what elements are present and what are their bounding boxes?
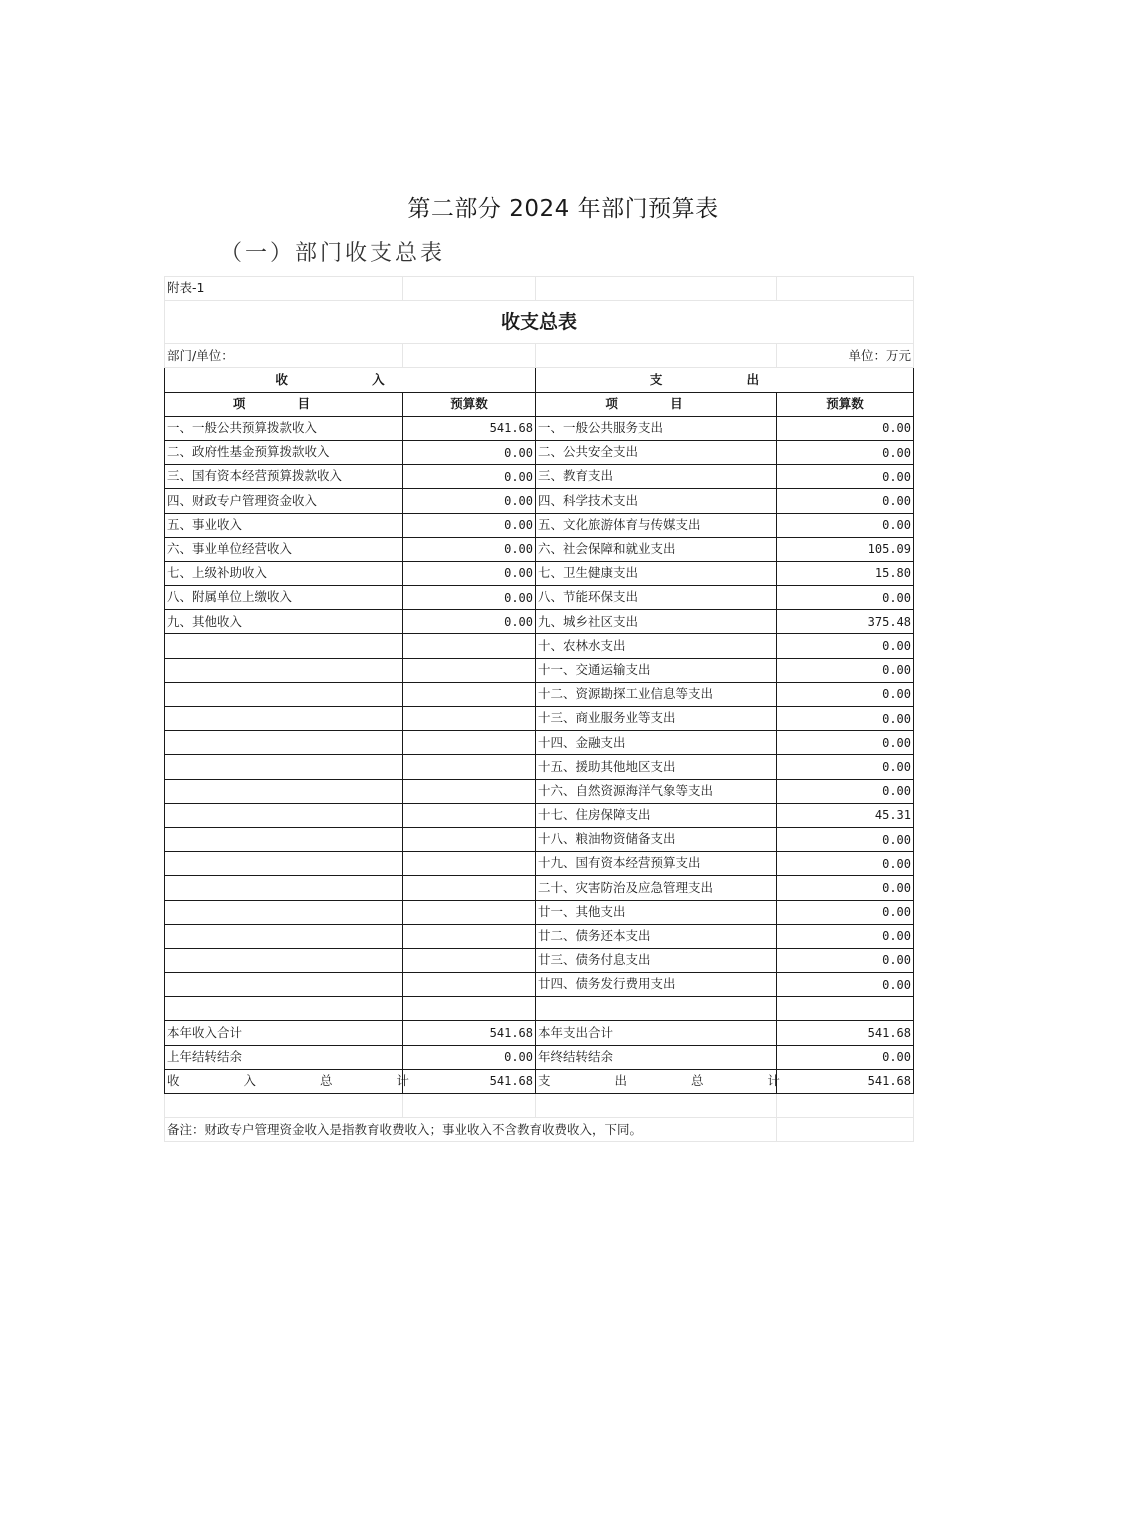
expense-item-label: 十五、援助其他地区支出 <box>536 755 777 779</box>
expense-amount-header: 预算数 <box>777 392 914 416</box>
unit-label: 单位：万元 <box>777 344 914 368</box>
expense-item-header: 项 目 <box>605 395 707 411</box>
income-item-label: 六、事业单位经营收入 <box>165 537 403 561</box>
table-row <box>165 973 914 997</box>
expense-item-value: 0.00 <box>777 852 914 876</box>
table-row <box>165 513 914 537</box>
prev-carry-value: 0.00 <box>403 1045 536 1069</box>
table-row <box>165 465 914 489</box>
expense-total-value: 541.68 <box>777 1069 914 1093</box>
expense-header: 支 出 <box>649 371 800 387</box>
expense-item-value: 0.00 <box>777 973 914 997</box>
table-row <box>165 634 914 658</box>
expense-item-label: 廿一、其他支出 <box>536 900 777 924</box>
expense-item-label: 十七、住房保障支出 <box>536 803 777 827</box>
spacer-row <box>165 997 914 1021</box>
income-item-label: 五、事业收入 <box>165 513 403 537</box>
table-row <box>165 876 914 900</box>
income-item-label: 九、其他收入 <box>165 610 403 634</box>
income-item-value: 0.00 <box>403 537 536 561</box>
income-item-header: 项 目 <box>232 395 335 411</box>
expense-item-label: 八、节能环保支出 <box>536 586 777 610</box>
expense-item-value: 105.09 <box>777 537 914 561</box>
table-row <box>165 779 914 803</box>
column-header-row <box>165 392 914 416</box>
table-row <box>165 440 914 464</box>
table-row <box>165 852 914 876</box>
table-row <box>165 586 914 610</box>
expense-item-value: 0.00 <box>777 900 914 924</box>
budget-summary-table <box>164 276 914 1142</box>
income-header: 收 入 <box>275 371 425 387</box>
prev-carry-label: 上年结转结余 <box>167 1048 243 1064</box>
expense-item-label: 四、科学技术支出 <box>536 489 777 513</box>
table-title: 收支总表 <box>165 301 914 344</box>
totals-row <box>165 1021 914 1045</box>
expense-item-label: 廿三、债务付息支出 <box>536 948 777 972</box>
income-item-label: 四、财政专户管理资金收入 <box>165 489 403 513</box>
table-row <box>165 416 914 440</box>
income-item-value: 0.00 <box>403 610 536 634</box>
expense-item-label: 廿二、债务还本支出 <box>536 924 777 948</box>
expense-item-label: 九、城乡社区支出 <box>536 610 777 634</box>
attachment-row <box>165 277 914 301</box>
table-body <box>165 277 914 1142</box>
note-row <box>165 1118 914 1142</box>
income-item-value: 541.68 <box>403 416 536 440</box>
dept-label: 部门/单位： <box>165 344 403 368</box>
income-item-label: 三、国有资本经营预算拨款收入 <box>165 465 403 489</box>
table-row <box>165 900 914 924</box>
table-row <box>165 610 914 634</box>
expense-total-label: 支 出 总 计 <box>538 1073 810 1089</box>
expense-item-value: 0.00 <box>777 489 914 513</box>
expense-item-value: 375.48 <box>777 610 914 634</box>
table-row <box>165 537 914 561</box>
table-row <box>165 682 914 706</box>
income-total-label: 收 入 总 计 <box>167 1073 439 1089</box>
section-subtitle: （一）部门收支总表 <box>220 241 446 266</box>
expense-item-value: 0.00 <box>777 682 914 706</box>
income-total-value: 541.68 <box>403 1069 536 1093</box>
expense-item-value: 45.31 <box>777 803 914 827</box>
expense-item-value: 0.00 <box>777 924 914 948</box>
empty-row <box>165 1094 914 1118</box>
expense-item-label: 十、农林水支出 <box>536 634 777 658</box>
expense-item-label: 十三、商业服务业等支出 <box>536 707 777 731</box>
expense-item-value: 0.00 <box>777 827 914 851</box>
table-row <box>165 827 914 851</box>
expense-item-label: 十六、自然资源海洋气象等支出 <box>536 779 777 803</box>
footnote: 备注：财政专户管理资金收入是指教育收费收入；事业收入不含教育收费收入，下同。 <box>165 1118 777 1142</box>
table-title-row <box>165 301 914 344</box>
expense-item-value: 0.00 <box>777 707 914 731</box>
expense-item-value: 15.80 <box>777 561 914 585</box>
income-item-value: 0.00 <box>403 440 536 464</box>
expense-item-label: 廿四、债务发行费用支出 <box>536 973 777 997</box>
income-item-value: 0.00 <box>403 561 536 585</box>
expense-item-value: 0.00 <box>777 755 914 779</box>
income-item-value: 0.00 <box>403 489 536 513</box>
group-header-row <box>165 368 914 392</box>
income-item-label: 七、上级补助收入 <box>165 561 403 585</box>
page-title: 第二部分 2024 年部门预算表 <box>407 196 719 222</box>
expense-item-label: 一、一般公共服务支出 <box>536 416 777 440</box>
expense-item-label: 三、教育支出 <box>536 465 777 489</box>
income-item-label: 二、政府性基金预算拨款收入 <box>165 440 403 464</box>
end-carry-label: 年终结转结余 <box>538 1048 614 1064</box>
table-row <box>165 489 914 513</box>
table-row <box>165 561 914 585</box>
table-row <box>165 658 914 682</box>
income-year-label: 本年收入合计 <box>167 1024 243 1040</box>
expense-item-value: 0.00 <box>777 948 914 972</box>
expense-item-label: 十八、粮油物资储备支出 <box>536 827 777 851</box>
expense-item-value: 0.00 <box>777 513 914 537</box>
income-item-label: 一、一般公共预算拨款收入 <box>165 416 403 440</box>
expense-item-label: 六、社会保障和就业支出 <box>536 537 777 561</box>
income-item-value: 0.00 <box>403 513 536 537</box>
expense-item-value: 0.00 <box>777 586 914 610</box>
income-item-value: 0.00 <box>403 465 536 489</box>
end-carry-value: 0.00 <box>777 1045 914 1069</box>
expense-year-label: 本年支出合计 <box>538 1024 614 1040</box>
attachment-label: 附表-1 <box>165 277 403 301</box>
expense-item-label: 十二、资源勘探工业信息等支出 <box>536 682 777 706</box>
expense-item-value: 0.00 <box>777 465 914 489</box>
expense-item-value: 0.00 <box>777 876 914 900</box>
expense-item-value: 0.00 <box>777 634 914 658</box>
expense-item-label: 二、公共安全支出 <box>536 440 777 464</box>
expense-item-label: 十一、交通运输支出 <box>536 658 777 682</box>
table-row <box>165 731 914 755</box>
table-row <box>165 803 914 827</box>
totals-row <box>165 1069 914 1093</box>
table-row <box>165 948 914 972</box>
income-amount-header: 预算数 <box>403 392 536 416</box>
expense-item-label: 十九、国有资本经营预算支出 <box>536 852 777 876</box>
expense-item-value: 0.00 <box>777 731 914 755</box>
table-row <box>165 755 914 779</box>
income-item-label: 八、附属单位上缴收入 <box>165 586 403 610</box>
table-row <box>165 924 914 948</box>
expense-year-value: 541.68 <box>777 1021 914 1045</box>
expense-item-label: 十四、金融支出 <box>536 731 777 755</box>
income-year-value: 541.68 <box>403 1021 536 1045</box>
expense-item-value: 0.00 <box>777 440 914 464</box>
expense-item-value: 0.00 <box>777 416 914 440</box>
expense-item-value: 0.00 <box>777 658 914 682</box>
income-item-value: 0.00 <box>403 586 536 610</box>
expense-item-value: 0.00 <box>777 779 914 803</box>
expense-item-label: 二十、灾害防治及应急管理支出 <box>536 876 777 900</box>
expense-item-label: 五、文化旅游体育与传媒支出 <box>536 513 777 537</box>
table-row <box>165 707 914 731</box>
meta-row <box>165 344 914 368</box>
expense-item-label: 七、卫生健康支出 <box>536 561 777 585</box>
totals-row <box>165 1045 914 1069</box>
